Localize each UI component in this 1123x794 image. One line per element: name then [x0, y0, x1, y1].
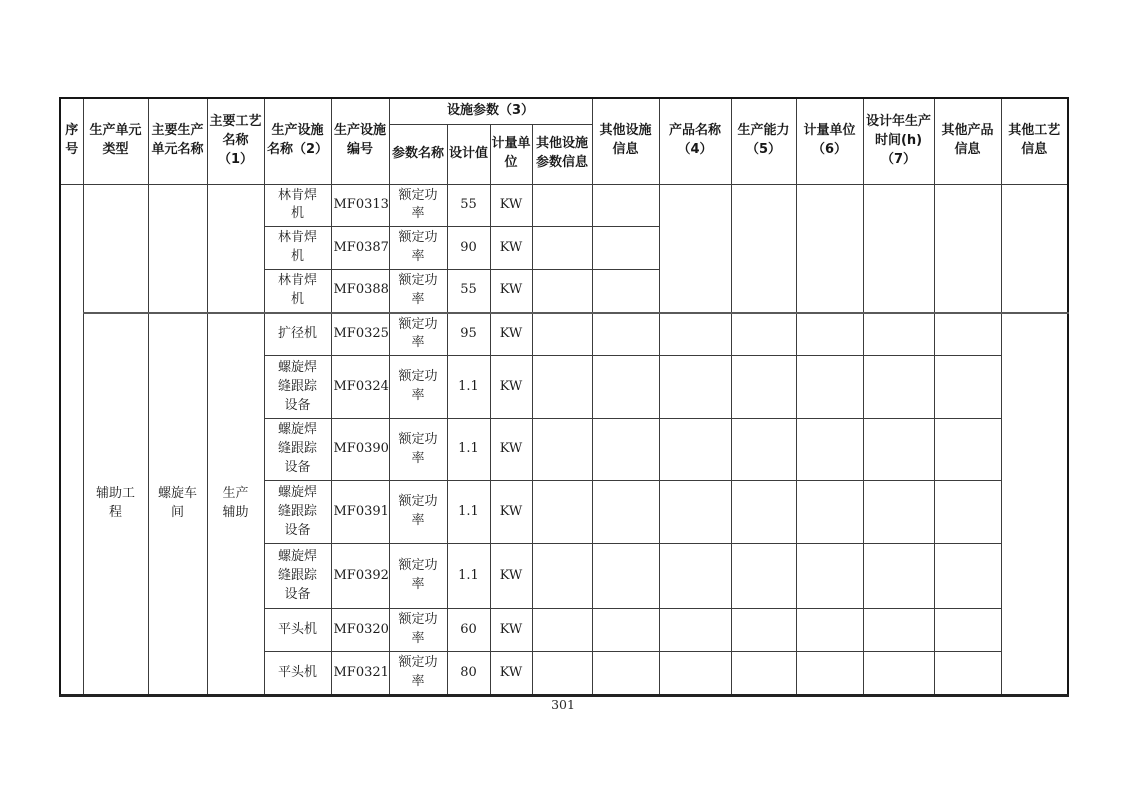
other-process-info-cell [1001, 184, 1068, 313]
facility-no-cell: MF0390 [331, 419, 389, 481]
header-annual-time: 设计年生产时间(h)（7） [863, 98, 934, 184]
header-design-value: 设计值 [447, 124, 490, 184]
facility-name-cell: 林肯焊机 [264, 227, 331, 270]
header-unit-type: 生产单元类型 [83, 98, 148, 184]
other-facility-info-cell [592, 652, 659, 696]
unit6-cell [796, 544, 863, 609]
other-facility-info-cell [592, 481, 659, 544]
unit-cell: KW [490, 227, 532, 270]
unit6-cell [796, 609, 863, 652]
annual-time-cell [863, 544, 934, 609]
header-process-name: 主要工艺名称（1） [207, 98, 264, 184]
annual-time-cell [863, 652, 934, 696]
facility-no-cell: MF0325 [331, 313, 389, 356]
other-facility-info-cell [592, 356, 659, 419]
other-product-info-cell [934, 184, 1001, 313]
header-other-param-info: 其他设施参数信息 [532, 124, 592, 184]
unit6-cell [796, 419, 863, 481]
design-value-cell: 60 [447, 609, 490, 652]
capacity-cell [731, 419, 796, 481]
unit-cell: KW [490, 356, 532, 419]
header-unit6: 计量单位（6） [796, 98, 863, 184]
facility-no-cell: MF0313 [331, 184, 389, 227]
capacity-cell [731, 481, 796, 544]
unit-cell: KW [490, 652, 532, 696]
param-name-cell: 额定功率 [389, 356, 447, 419]
annual-time-cell [863, 356, 934, 419]
header-row-1 [60, 98, 1068, 124]
other-facility-info-cell [592, 184, 659, 227]
param-name-cell: 额定功率 [389, 609, 447, 652]
other-product-info-cell [934, 652, 1001, 696]
facility-no-cell: MF0388 [331, 269, 389, 312]
facility-no-cell: MF0387 [331, 227, 389, 270]
param-name-cell: 额定功率 [389, 313, 447, 356]
header-other-facility-info: 其他设施信息 [592, 98, 659, 184]
process-name-cell: 生产辅助 [207, 313, 264, 696]
facility-name-cell: 平头机 [264, 652, 331, 696]
other-param-info-cell [532, 419, 592, 481]
unit6-cell [796, 481, 863, 544]
capacity-cell [731, 313, 796, 356]
header-unit-name: 主要生产单元名称 [148, 98, 207, 184]
other-param-info-cell [532, 544, 592, 609]
other-facility-info-cell [592, 609, 659, 652]
table-row [60, 313, 1068, 356]
unit-cell: KW [490, 313, 532, 356]
design-value-cell: 1.1 [447, 544, 490, 609]
unit6-cell [796, 313, 863, 356]
other-param-info-cell [532, 227, 592, 270]
annual-time-cell [863, 609, 934, 652]
design-value-cell: 1.1 [447, 481, 490, 544]
other-param-info-cell [532, 609, 592, 652]
unit6-cell [796, 356, 863, 419]
facility-name-cell: 平头机 [264, 609, 331, 652]
facility-no-cell: MF0324 [331, 356, 389, 419]
header-param-name: 参数名称 [389, 124, 447, 184]
product-name-cell [659, 652, 731, 696]
unit-cell: KW [490, 269, 532, 312]
table-row [60, 184, 1068, 227]
product-name-cell [659, 419, 731, 481]
header-facility-name: 生产设施名称（2） [264, 98, 331, 184]
other-param-info-cell [532, 481, 592, 544]
other-facility-info-cell [592, 227, 659, 270]
header-product-name: 产品名称（4） [659, 98, 731, 184]
unit-type-cell-empty [83, 184, 148, 313]
other-param-info-cell [532, 356, 592, 419]
param-name-cell: 额定功率 [389, 481, 447, 544]
other-facility-info-cell [592, 544, 659, 609]
capacity-cell [731, 609, 796, 652]
annual-time-cell [863, 419, 934, 481]
unit-cell: KW [490, 481, 532, 544]
design-value-cell: 80 [447, 652, 490, 696]
seq-cell [60, 184, 83, 695]
param-name-cell: 额定功率 [389, 227, 447, 270]
header-facility-params-group: 设施参数（3） [389, 98, 592, 124]
facility-name-cell: 螺旋焊缝跟踪设备 [264, 544, 331, 609]
unit-cell: KW [490, 544, 532, 609]
header-other-product-info: 其他产品信息 [934, 98, 1001, 184]
other-param-info-cell [532, 313, 592, 356]
other-product-info-cell [934, 481, 1001, 544]
other-facility-info-cell [592, 313, 659, 356]
unit-name-cell-empty [148, 184, 207, 313]
design-value-cell: 55 [447, 184, 490, 227]
production-facility-table [59, 97, 1069, 697]
unit6-cell [796, 184, 863, 313]
other-product-info-cell [934, 313, 1001, 356]
param-name-cell: 额定功率 [389, 184, 447, 227]
facility-no-cell: MF0321 [331, 652, 389, 696]
other-param-info-cell [532, 269, 592, 312]
unit-type-cell: 辅助工程 [83, 313, 148, 696]
param-name-cell: 额定功率 [389, 544, 447, 609]
facility-name-cell: 林肯焊机 [264, 269, 331, 312]
capacity-cell [731, 184, 796, 313]
product-name-cell [659, 313, 731, 356]
facility-name-cell: 螺旋焊缝跟踪设备 [264, 356, 331, 419]
page-number: 301 [551, 697, 575, 712]
facility-no-cell: MF0391 [331, 481, 389, 544]
header-unit: 计量单位 [490, 124, 532, 184]
header-facility-no: 生产设施编号 [331, 98, 389, 184]
capacity-cell [731, 652, 796, 696]
facility-name-cell: 扩径机 [264, 313, 331, 356]
other-product-info-cell [934, 544, 1001, 609]
product-name-cell [659, 356, 731, 419]
param-name-cell: 额定功率 [389, 652, 447, 696]
other-process-info-cell [1001, 313, 1068, 696]
unit-cell: KW [490, 184, 532, 227]
other-facility-info-cell [592, 419, 659, 481]
facility-no-cell: MF0392 [331, 544, 389, 609]
product-name-cell [659, 481, 731, 544]
other-param-info-cell [532, 652, 592, 696]
product-name-cell [659, 544, 731, 609]
other-product-info-cell [934, 609, 1001, 652]
capacity-cell [731, 356, 796, 419]
product-name-cell [659, 184, 731, 313]
facility-name-cell: 螺旋焊缝跟踪设备 [264, 481, 331, 544]
design-value-cell: 55 [447, 269, 490, 312]
other-product-info-cell [934, 419, 1001, 481]
unit-name-cell: 螺旋车间 [148, 313, 207, 696]
design-value-cell: 1.1 [447, 356, 490, 419]
annual-time-cell [863, 481, 934, 544]
other-facility-info-cell [592, 269, 659, 312]
design-value-cell: 1.1 [447, 419, 490, 481]
param-name-cell: 额定功率 [389, 419, 447, 481]
param-name-cell: 额定功率 [389, 269, 447, 312]
facility-name-cell: 林肯焊机 [264, 184, 331, 227]
unit-cell: KW [490, 609, 532, 652]
design-value-cell: 90 [447, 227, 490, 270]
capacity-cell [731, 544, 796, 609]
unit-cell: KW [490, 419, 532, 481]
other-product-info-cell [934, 356, 1001, 419]
header-capacity: 生产能力（5） [731, 98, 796, 184]
header-other-process-info: 其他工艺信息 [1001, 98, 1068, 184]
design-value-cell: 95 [447, 313, 490, 356]
annual-time-cell [863, 184, 934, 313]
facility-name-cell: 螺旋焊缝跟踪设备 [264, 419, 331, 481]
unit6-cell [796, 652, 863, 696]
header-seq: 序号 [60, 98, 83, 184]
facility-no-cell: MF0320 [331, 609, 389, 652]
product-name-cell [659, 609, 731, 652]
annual-time-cell [863, 313, 934, 356]
process-name-cell-empty [207, 184, 264, 313]
other-param-info-cell [532, 184, 592, 227]
